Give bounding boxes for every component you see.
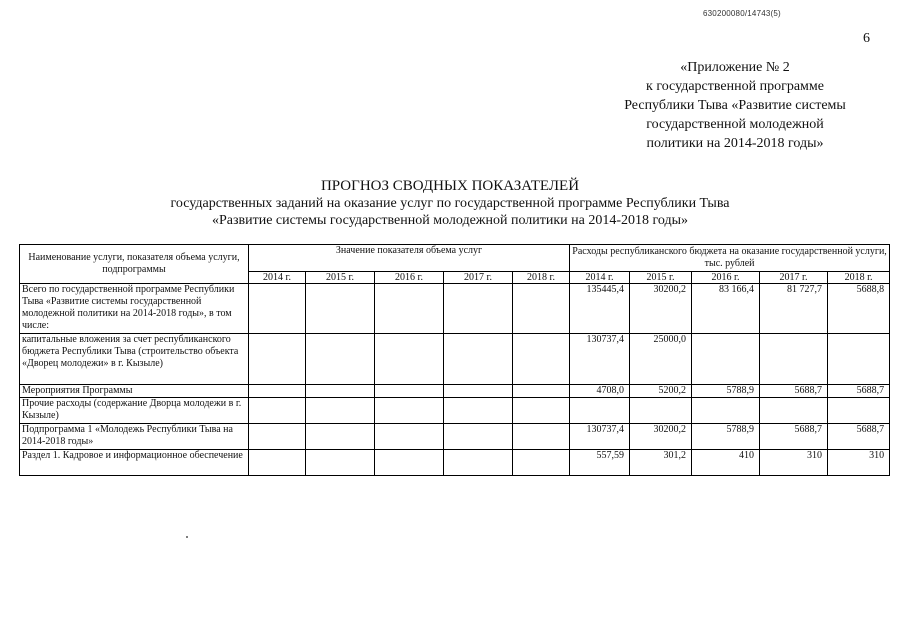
header-volume: Значение показателя объема услуг <box>249 245 570 272</box>
expense-year: 2014 г. <box>570 272 630 284</box>
volume-cell <box>375 450 444 476</box>
header-name: Наименование услуги, показателя объема услуги, подпрограммы <box>20 245 249 284</box>
header-expenses: Расходы республиканского бюджета на оказание государственной услуги, тыс. рублей <box>570 245 890 272</box>
indicators-table <box>19 244 890 476</box>
expense-cell: 81 727,7 <box>760 284 828 334</box>
row-name: Раздел 1. Кадровое и информационное обеспечение <box>20 450 249 476</box>
expense-cell: 5200,2 <box>630 385 692 398</box>
volume-cell <box>249 450 306 476</box>
expense-cell: 130737,4 <box>570 424 630 450</box>
volume-cell <box>375 385 444 398</box>
appendix-line: «Приложение № 2 <box>680 60 790 75</box>
row-name: капитальные вложения за счет республиканского бюджета Республики Тыва (строительство объекта «Дворец молодежи» в г. Кызыле) <box>20 334 249 385</box>
expense-cell: 5688,7 <box>760 385 828 398</box>
volume-cell <box>513 450 570 476</box>
volume-cell <box>444 424 513 450</box>
volume-cell <box>249 284 306 334</box>
appendix-header <box>590 58 880 153</box>
expense-cell <box>828 398 890 424</box>
volume-cell <box>306 424 375 450</box>
table-row <box>20 398 890 424</box>
volume-cell <box>306 385 375 398</box>
volume-year: 2014 г. <box>249 272 306 284</box>
expense-cell <box>828 334 890 385</box>
title-line-3: «Развитие системы государственной молодежной политики на 2014-2018 годы» <box>211 213 689 228</box>
volume-year: 2018 г. <box>513 272 570 284</box>
document-id: 630200080/14743(5) <box>703 9 781 18</box>
expense-cell: 310 <box>760 450 828 476</box>
expense-cell: 301,2 <box>630 450 692 476</box>
row-name: Прочие расходы (содержание Дворца молодежи в г. Кызыле) <box>20 398 249 424</box>
expense-cell: 30200,2 <box>630 284 692 334</box>
volume-cell <box>249 385 306 398</box>
volume-cell <box>444 334 513 385</box>
volume-cell <box>513 398 570 424</box>
expense-cell: 5688,7 <box>760 424 828 450</box>
expense-cell <box>692 398 760 424</box>
volume-cell <box>444 450 513 476</box>
expense-cell: 83 166,4 <box>692 284 760 334</box>
expense-cell <box>570 398 630 424</box>
appendix-line: к государственной программе <box>646 79 824 94</box>
volume-year: 2017 г. <box>444 272 513 284</box>
volume-cell <box>444 398 513 424</box>
expense-cell: 4708,0 <box>570 385 630 398</box>
volume-cell <box>375 334 444 385</box>
volume-cell <box>513 385 570 398</box>
row-name: Мероприятия Программы <box>20 385 249 398</box>
volume-cell <box>444 385 513 398</box>
expense-cell <box>760 334 828 385</box>
volume-cell <box>249 398 306 424</box>
expense-cell: 5788,9 <box>692 424 760 450</box>
volume-cell <box>513 284 570 334</box>
expense-year: 2018 г. <box>828 272 890 284</box>
volume-cell <box>306 334 375 385</box>
volume-year: 2016 г. <box>375 272 444 284</box>
expense-cell: 25000,0 <box>630 334 692 385</box>
expense-year: 2017 г. <box>760 272 828 284</box>
appendix-line: Республики Тыва «Развитие системы <box>624 98 846 113</box>
expense-year: 2016 г. <box>692 272 760 284</box>
row-name: Всего по государственной программе Республики Тыва «Развитие системы государственной молодежной политики на 2014-2018 годы», в том числе: <box>20 284 249 334</box>
document-title <box>60 178 840 229</box>
volume-cell <box>444 284 513 334</box>
expense-cell: 5688,7 <box>828 424 890 450</box>
expense-cell: 30200,2 <box>630 424 692 450</box>
appendix-line: государственной молодежной <box>646 117 824 132</box>
volume-cell <box>375 424 444 450</box>
expense-cell: 130737,4 <box>570 334 630 385</box>
page-number: 6 <box>863 31 870 46</box>
table-row <box>20 450 890 476</box>
expense-cell: 5788,9 <box>692 385 760 398</box>
appendix-line: политики на 2014-2018 годы» <box>646 136 824 151</box>
volume-cell <box>306 450 375 476</box>
volume-cell <box>306 398 375 424</box>
volume-cell <box>375 398 444 424</box>
volume-year: 2015 г. <box>306 272 375 284</box>
volume-cell <box>249 424 306 450</box>
volume-cell <box>249 334 306 385</box>
volume-cell <box>306 284 375 334</box>
expense-cell: 310 <box>828 450 890 476</box>
expense-year: 2015 г. <box>630 272 692 284</box>
expense-cell: 5688,7 <box>828 385 890 398</box>
title-line-1: ПРОГНОЗ СВОДНЫХ ПОКАЗАТЕЛЕЙ <box>320 178 580 194</box>
title-line-2: государственных заданий на оказание услуг по государственной программе Республики Тыва <box>170 196 730 211</box>
table-row <box>20 424 890 450</box>
expense-cell <box>692 334 760 385</box>
expense-cell: 410 <box>692 450 760 476</box>
expense-cell: 135445,4 <box>570 284 630 334</box>
expense-cell <box>630 398 692 424</box>
expense-cell: 557,59 <box>570 450 630 476</box>
expense-cell: 5688,8 <box>828 284 890 334</box>
table-row <box>20 284 890 334</box>
volume-cell <box>513 334 570 385</box>
table-row <box>20 334 890 385</box>
row-name: Подпрограмма 1 «Молодежь Республики Тыва на 2014-2018 годы» <box>20 424 249 450</box>
scan-speck <box>186 536 188 538</box>
volume-cell <box>513 424 570 450</box>
expense-cell <box>760 398 828 424</box>
volume-cell <box>375 284 444 334</box>
table-row <box>20 385 890 398</box>
